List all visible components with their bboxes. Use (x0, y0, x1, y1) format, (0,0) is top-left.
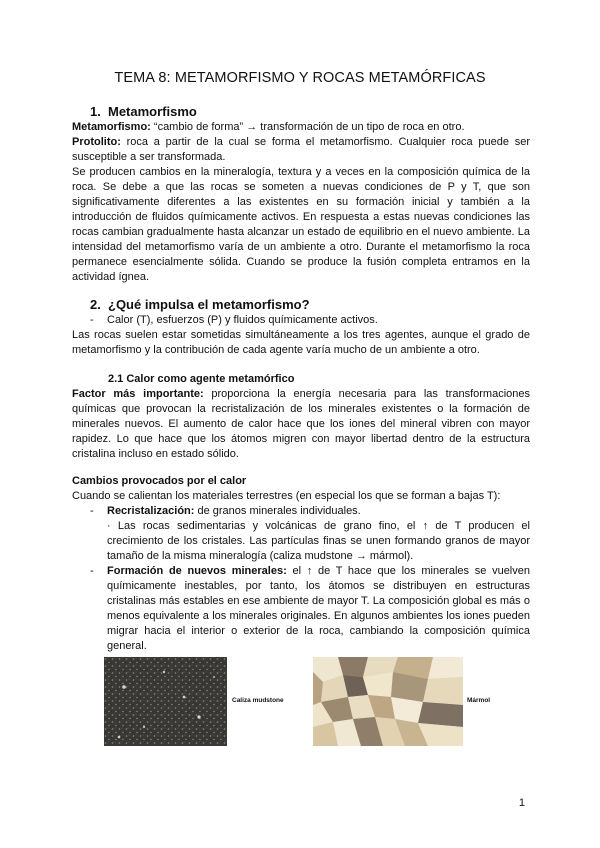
bullet-dash: - (90, 314, 94, 326)
section-cambios (72, 474, 530, 654)
list-item-text: el ↑ de T hace que los minerales se vuelven químicamente inestables, por tanto, los átomos se distribuyen en estructuras cristalinas más estables en ese ambiente de mayor T. La composición global es más o menos equivalente a los minerales originales. En algunos ambientes los iones pueden migrar hacia el interior o exterior de la roca, cambiando la composición química general. (107, 565, 530, 652)
list-item-term: Formación de nuevos minerales: (107, 565, 287, 577)
section-number: 1. (90, 104, 101, 119)
section-2-heading (72, 296, 530, 313)
definition-term: Factor más importante: (72, 388, 204, 400)
caliza-texture (104, 657, 227, 746)
section-impulsa (72, 296, 530, 358)
section-calor (72, 372, 530, 462)
list-item (72, 504, 530, 519)
section-metamorfismo (72, 103, 530, 285)
marmol-image (313, 657, 463, 746)
section-2-paragraph: Las rocas suelen estar sometidas simultáneamente a los tres agentes, aunque el grado de metamorfismo y la contribución de cada agente varía mucho de un ambiente a otro. (72, 329, 530, 356)
definition-metamorfismo (72, 120, 530, 135)
caliza-mudstone-image (104, 657, 227, 746)
subsection-heading: 2.1 Calor como agente metamórfico (108, 373, 295, 385)
caliza-caption: Caliza mudstone (232, 697, 284, 704)
definition-protolito (72, 135, 530, 165)
document-title: TEMA 8: METAMORFISMO Y ROCAS METAMÓRFICAS (114, 70, 486, 86)
definition-text: roca a partir de la cual se forma el metamorfismo. Cualquier roca puede ser susceptible a ser transformada. (72, 136, 530, 163)
marmol-caption: Mármol (467, 697, 491, 704)
cambios-heading: Cambios provocados por el calor (72, 475, 247, 487)
marmol-texture (313, 657, 463, 746)
definition-term: Metamorfismo: (72, 121, 151, 133)
page-number: 1 (518, 797, 525, 809)
section-heading-text: Metamorfismo (108, 104, 197, 119)
definition-text: “cambio de forma” → transformación de un tipo de roca en otro. (150, 121, 465, 133)
list-item-term: Recristalización: (107, 505, 195, 517)
list-item (72, 313, 530, 328)
cambios-intro: Cuando se calientan los materiales terrestres (en especial los que se forman a bajas T): (72, 490, 501, 502)
bullet-dash: - (90, 505, 94, 517)
section-number: 2. (90, 297, 101, 312)
bullet-dash: - (90, 565, 94, 577)
section-1-heading (72, 103, 530, 120)
list-item-text: de granos minerales individuales. (194, 505, 361, 517)
subsection-paragraph (72, 387, 530, 462)
section-heading-text: ¿Qué impulsa el metamorfismo? (108, 297, 310, 312)
definition-term: Protolito: (72, 136, 121, 148)
section-1-paragraph: Se producen cambios en la mineralogía, textura y a veces en la composición química de la roca. Se debe a que las rocas se someten a nuevas condiciones de P y T, que son significativamente diferentes a las existentes en su formación inicial y también a la introducción de fluidos químicamente activos. En respuesta a estas nuevas condiciones las rocas cambian gradualmente hasta alcanzar un estado de equilibrio en el nuevo ambiente. La intensidad del metamorfismo varía de un ambiente a otro. Durante el metamorfismo la roca permanece esencialmente sólida. Cuando se produce la fusión completa entramos en la actividad ígnea. (72, 166, 530, 283)
definition-text: proporciona la energía necesaria para las transformaciones químicas que provocan la recristalización de los minerales existentes o la formación de minerales nuevos. El aumento de calor hace que los iones del mineral vibren con mayor rapidez. Lo que hace que los átomos migren con mayor libertad dentro de la estructura cristalina incluso en estado sólido. (72, 388, 530, 460)
list-item (72, 564, 530, 654)
list-item-text: Calor (T), esfuerzos (P) y fluidos químicamente activos. (107, 314, 378, 326)
list-item-subtext: · Las rocas sedimentarias y volcánicas de grano fino, el ↑ de T producen el crecimiento de los cristales. Las partículas finas se unen formando granos de mayor tamaño de la misma mineralogía (caliza mudstone → mármol). (107, 520, 530, 562)
